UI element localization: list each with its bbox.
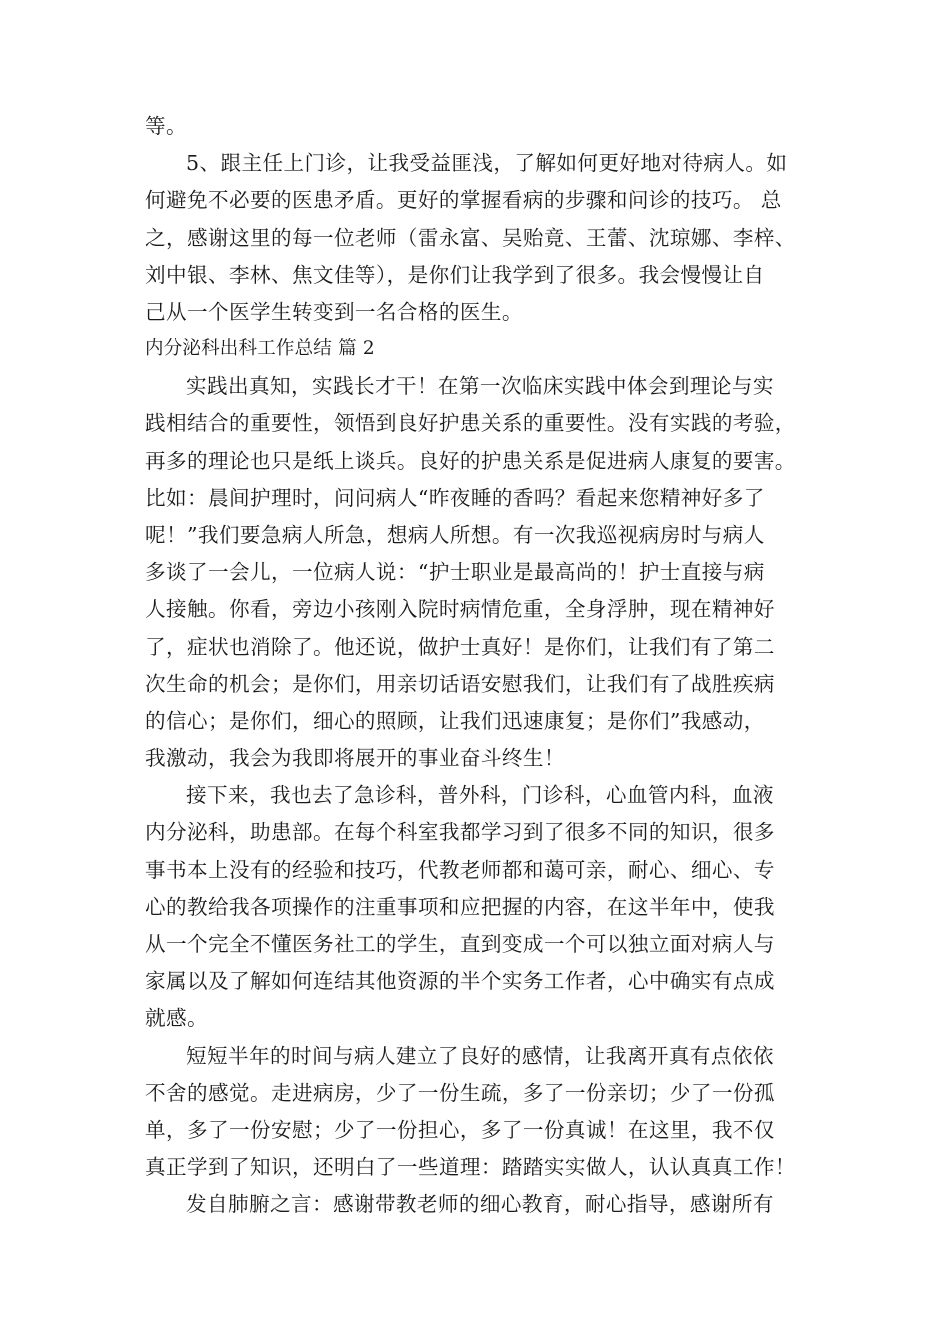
text-line: 等。 [145, 114, 187, 138]
text-line: 单，多了一份安慰；少了一份担心，多了一份真诚！在这里，我不仅 [145, 1118, 775, 1142]
text-line: 家属以及了解如何连结其他资源的半个实务工作者，心中确实有点成 [145, 969, 775, 993]
text-line: 就感。 [145, 1006, 208, 1030]
paragraph-start: 实践出真知，实践长才干！在第一次临床实践中体会到理论与实 [186, 374, 774, 398]
section-heading: 内分泌科出科工作总结 篇 2 [145, 338, 375, 359]
paragraph-start: 发自肺腑之言：感谢带教老师的细心教育，耐心指导，感谢所有 [186, 1192, 774, 1216]
text-line: 己从一个医学生转变到一名合格的医生。 [145, 300, 523, 324]
text-line: 内分泌科，助患部。在每个科室我都学习到了很多不同的知识，很多 [145, 820, 775, 844]
paragraph-start: 5、跟主任上门诊，让我受益匪浅，了解如何更好地对待病人。如 [186, 151, 788, 175]
paragraph-start: 短短半年的时间与病人建立了良好的感情，让我离开真有点依依 [186, 1044, 774, 1068]
text-line: 次生命的机会；是你们，用亲切话语安慰我们，让我们有了战胜疾病 [145, 672, 775, 696]
text-line: 人接触。你看，旁边小孩刚入院时病情危重，全身浮肿，现在精神好 [145, 597, 775, 621]
text-line: 再多的理论也只是纸上谈兵。良好的护患关系是促进病人康复的要害。 [145, 449, 796, 473]
text-line: 从一个完全不懂医务社工的学生，直到变成一个可以独立面对病人与 [145, 932, 775, 956]
text-line: 呢！”我们要急病人所急，想病人所想。有一次我巡视病房时与病人 [145, 523, 765, 547]
text-line: 心的教给我各项操作的注重事项和应把握的内容，在这半年中，使我 [145, 895, 775, 919]
text-line: 事书本上没有的经验和技巧，代教老师都和蔼可亲，耐心、细心、专 [145, 858, 775, 882]
text-line: 比如：晨间护理时，问问病人“昨夜睡的香吗？看起来您精神好多了 [145, 486, 765, 510]
text-line: 多谈了一会儿，一位病人说：“护士职业是最高尚的！护士直接与病 [145, 560, 765, 584]
text-line: 我激动，我会为我即将展开的事业奋斗终生！ [145, 746, 565, 770]
text-line: 何避免不必要的医患矛盾。更好的掌握看病的步骤和问诊的技巧。 总 [145, 188, 782, 212]
text-line: 的信心；是你们，细心的照顾，让我们迅速康复；是你们”我感动， [145, 709, 765, 733]
text-line: 不舍的感觉。走进病房，少了一份生疏，多了一份亲切；少了一份孤 [145, 1081, 775, 1105]
text-line: 真正学到了知识，还明白了一些道理：踏踏实实做人，认认真真工作！ [145, 1155, 796, 1179]
text-line: 之，感谢这里的每一位老师（雷永富、吴贻竟、王蕾、沈琼娜、李梓、 [145, 226, 796, 250]
text-line: 刘中银、李林、焦文佳等），是你们让我学到了很多。我会慢慢让自 [145, 263, 765, 287]
paragraph-start: 接下来，我也去了急诊科，普外科，门诊科，心血管内科，血液 [186, 783, 774, 807]
text-line: 了，症状也消除了。他还说，做护士真好！是你们，让我们有了第二 [145, 635, 775, 659]
text-line: 践相结合的重要性，领悟到良好护患关系的重要性。没有实践的考验， [145, 411, 796, 435]
